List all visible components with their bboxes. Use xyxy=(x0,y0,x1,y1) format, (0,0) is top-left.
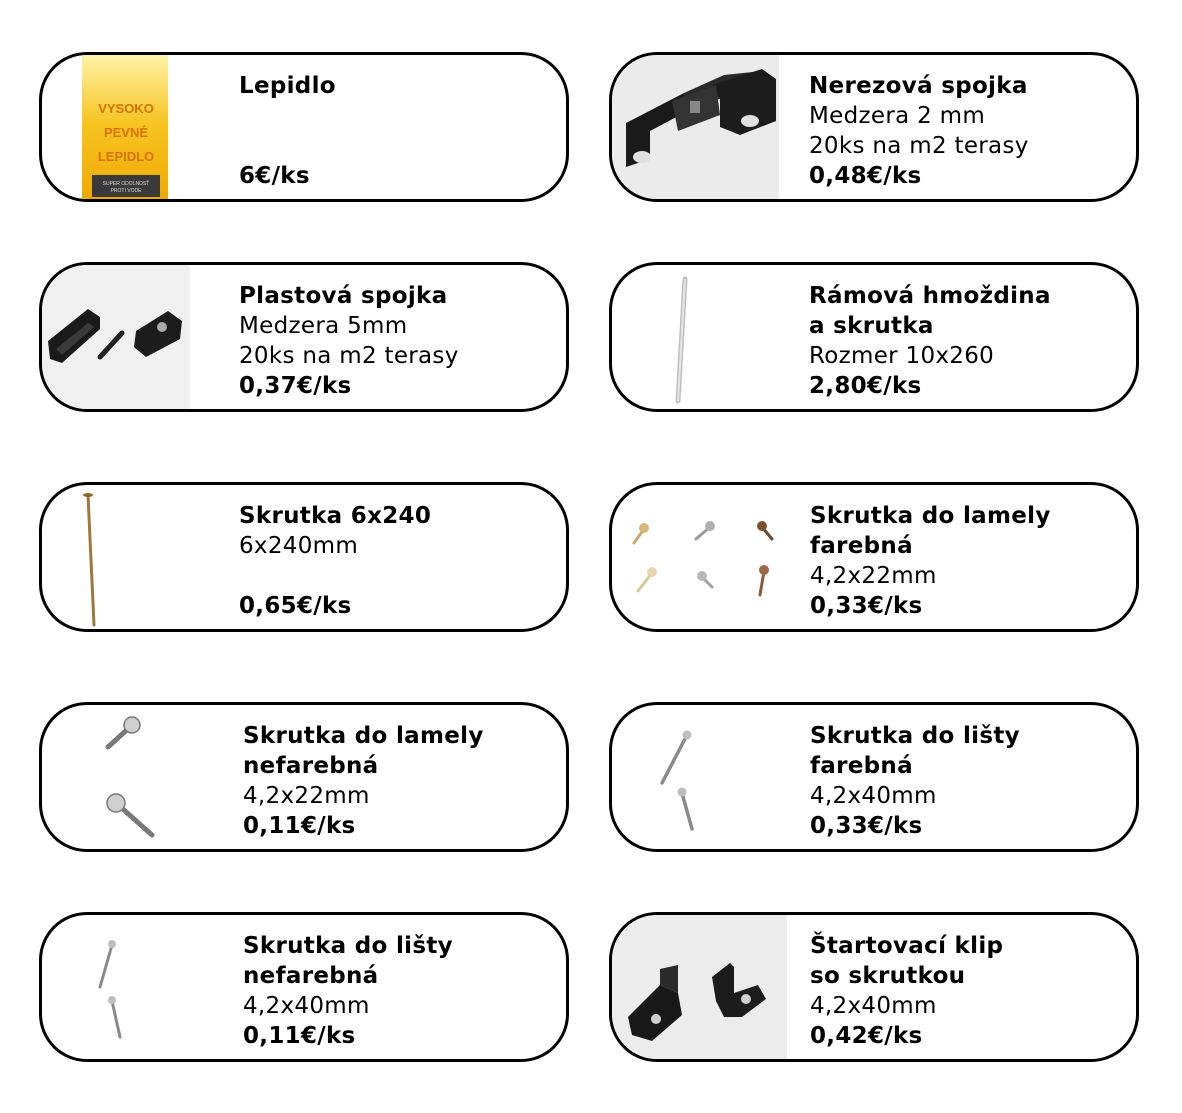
product-card-plastova-spojka[interactable] xyxy=(39,262,569,412)
product-spec: 4,2x22mm xyxy=(810,563,937,589)
can-text-1: VYSOKO xyxy=(98,101,154,116)
start-clip-image xyxy=(612,915,787,1059)
product-text xyxy=(810,721,1020,841)
product-title-2: nefarebná xyxy=(243,963,379,989)
trim-screws-colored-image xyxy=(612,705,710,849)
product-title-2: nefarebná xyxy=(243,753,379,779)
product-usage: 20ks na m2 terasy xyxy=(809,133,1029,159)
product-price: 0,48€/ks xyxy=(809,163,922,189)
product-title: Skrutka do lamely xyxy=(810,503,1051,529)
product-price: 0,11€/ks xyxy=(243,813,356,839)
product-price: 0,37€/ks xyxy=(239,373,352,399)
product-title-2: farebná xyxy=(810,533,913,559)
product-title: Štartovací klip xyxy=(810,933,1004,959)
product-title: Skrutka do lamely xyxy=(243,723,484,749)
product-card-skrutka-listy-farebna[interactable] xyxy=(609,702,1139,852)
product-usage: 20ks na m2 terasy xyxy=(239,343,459,369)
product-price: 0,11€/ks xyxy=(243,1023,356,1049)
product-card-skrutka-listy-nefarebna[interactable] xyxy=(39,912,569,1062)
product-price: 0,42€/ks xyxy=(810,1023,923,1049)
product-title: Skrutka do lišty xyxy=(243,933,453,959)
plastic-clip-image xyxy=(42,265,190,409)
product-text xyxy=(243,931,453,1051)
product-price: 0,65€/ks xyxy=(239,593,352,619)
product-spec: 4,2x22mm xyxy=(243,783,370,809)
product-text xyxy=(239,501,431,621)
can-text-2: PEVNÉ xyxy=(103,125,149,140)
product-title-2: farebná xyxy=(810,753,913,779)
can-small-1: SUPER ODOLNOSŤ xyxy=(102,181,150,187)
frame-anchor-image xyxy=(612,265,779,409)
product-title: Skrutka 6x240 xyxy=(239,503,432,529)
product-text xyxy=(243,721,484,841)
product-card-skrutka-6x240[interactable] xyxy=(39,482,569,632)
product-title: Skrutka do lišty xyxy=(810,723,1020,749)
product-spec: 4,2x40mm xyxy=(243,993,370,1019)
product-spec: Rozmer 10x260 xyxy=(809,343,995,369)
product-price: 2,80€/ks xyxy=(809,373,922,399)
product-card-skrutka-lamely-farebna[interactable] xyxy=(609,482,1139,632)
product-title: Plastová spojka xyxy=(239,283,448,309)
product-text xyxy=(809,281,1051,401)
product-title: Nerezová spojka xyxy=(809,73,1028,99)
product-price: 6€/ks xyxy=(239,163,310,189)
product-title-2: a skrutka xyxy=(809,313,934,339)
product-title: Lepidlo xyxy=(239,73,336,99)
long-screw-image xyxy=(42,485,134,629)
product-title: Rámová hmoždina xyxy=(809,283,1051,309)
product-card-skrutka-lamely-nefarebna[interactable] xyxy=(39,702,569,852)
product-title-2: so skrutkou xyxy=(810,963,966,989)
plain-screws-image xyxy=(42,705,222,849)
product-text xyxy=(810,931,1003,1051)
glue-can-image xyxy=(42,55,172,199)
trim-screws-plain-image xyxy=(42,915,140,1059)
product-card-startovaci-klip[interactable] xyxy=(609,912,1139,1062)
product-text xyxy=(810,501,1051,621)
can-text-3: LEPIDLO xyxy=(97,149,155,164)
can-small-2: PROTI VODE xyxy=(110,188,142,194)
product-text xyxy=(809,71,1029,191)
product-spec: Medzera 5mm xyxy=(239,313,408,339)
product-spec: 4,2x40mm xyxy=(810,993,937,1019)
product-spec: Medzera 2 mm xyxy=(809,103,986,129)
product-text xyxy=(239,71,336,191)
product-text xyxy=(239,281,459,401)
colored-screws-image xyxy=(612,485,792,629)
product-card-ramova-hmozdina[interactable] xyxy=(609,262,1139,412)
steel-clip-image xyxy=(612,55,779,199)
product-spec: 6x240mm xyxy=(239,533,359,559)
product-card-nerezova-spojka[interactable] xyxy=(609,52,1139,202)
product-card-lepidlo[interactable] xyxy=(39,52,569,202)
product-spec: 4,2x40mm xyxy=(810,783,937,809)
product-price: 0,33€/ks xyxy=(810,593,923,619)
product-price: 0,33€/ks xyxy=(810,813,923,839)
